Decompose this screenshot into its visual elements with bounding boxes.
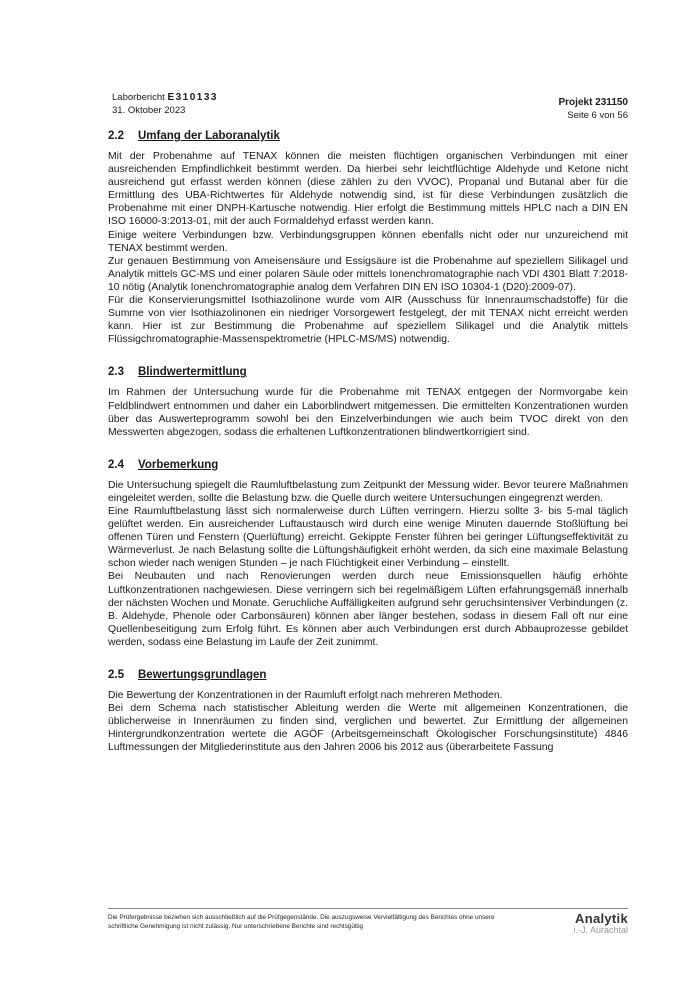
paragraph: Mit der Probenahme auf TENAX können die meisten flüchtigen organischen Verbindungen mit einer ausreichenden Empfindlichkeit bestimmt werden. Da hierbei sehr leichtflüchtige Aldehyde und Ketone nicht ausreichend gut erfasst werden können (diese zählen zu den VVOC), Propanal und Butanal aber für die Ermittlung des UBA-Richtwertes für Aldehyde notwendig sind, ist für diese Verbindungen zusätzlich die Probenahme mit einer DNPH-Kartusche notwendig. Hier erfolgt die Bestimmung mittels HPLC nach a DIN EN ISO 16000-3:2013-01, mit der auch Formaldehyd erfasst werden kann. [108,151,628,228]
paragraph: Einige weitere Verbindungen bzw. Verbindungsgruppen können ebenfalls nicht oder nur unzureichend mit TENAX bestimmt werden. [108,229,628,254]
report-header-right [559,96,629,122]
report-header-left [112,91,218,117]
paragraph: Im Rahmen der Untersuchung wurde für die Probenahme mit TENAX entgegen der Normvorgabe kein Feldblindwert entnommen und daher ein Laborblindwert mitgemessen. Die ermittelten Konzentrationen wurden über das Auswerteprogramm sowohl bei den Einzelverbindungen wie auch beim TVOC direkt von den Messwerten abgezogen, sodass die erhaltenen Luftkonzentrationen blindwertkorrigiert sind. [108,387,628,438]
company-logo [573,911,628,935]
section-2-3 [108,366,628,438]
section-2-4 [108,459,628,649]
section-number: 2.2 [108,130,124,142]
section-number: 2.4 [108,458,124,471]
section-heading [108,669,628,681]
paragraph: Bei Neubauten und nach Renovierungen werden durch neue Emissionsquellen häufig erhöhte Luftkonzentrationen nachgewiesen. Diese verringern sich bei regelmäßigem Lüften erfahrungsgemäß innerhalb der nächsten Wochen und Monate. Geruchliche Auffälligkeiten aufgrund sehr geruchsintensiver Verbindungen (z. B. Aldehyde, Phenole oder Carbonsäuren) können aber länger bestehen, sodass in diesem Fall oft nur eine Quellenbeseitigung zum Erfolg führt. Es können aber auch Verbindungen erst durch Abbauprozesse gebildet werden, sodass eine Belastung im Laufe der Zeit zunimmt. [108,571,628,648]
report-number: E310133 [167,92,218,103]
project-number: Projekt 231150 [558,97,628,108]
report-label: Laborbericht [112,92,165,103]
logo-subtext: i.-J. Aurachtal [573,925,628,935]
paragraph: Zur genauen Bestimmung von Ameisensäure und Essigsäure ist die Probenahme auf speziellem Silikagel und Analytik mittels GC-MS und einer polaren Säule oder mittels Ionenchromatographie nach VDI 4301 Blatt 7:2018-10 nötig (Analytik Ionenchromatographie analog dem Verfahren DIN EN ISO 10304-1 (D20):2009-07). [108,255,628,293]
footer-disclaimer: Die Prüfergebnisse beziehen sich ausschließlich auf die Prüfgegenstände. Die auszugsweise Vervielfältigung des Berichtes ohne unsere schriftliche Genehmigung ist nicht zulässig. Nur unterschriebene Berichte sind rechtsgültig [108,914,495,930]
paragraph: Eine Raumluftbelastung lässt sich normalerweise durch Lüften verringern. Hierzu sollte 3- bis 5-mal täglich gelüftet werden. Ein ausreichender Luftaustausch wird durch eine wenige Minuten dauernde Stoßlüftung bei offenen Türen und Fenstern (Querlüftung) erreicht. Gekippte Fenster führen bei geringer Lüftungseffektivität zu Wärmeverlust. Je nach Belastung sollte die Lüftungshäufigkeit erhöht werden, da sich eine maximale Belastung schon wieder nach wenigen Stunden – je nach Flüchtigkeit einer Verbindung – einstellt. [108,505,628,570]
section-heading [108,366,628,378]
page-info: Seite 6 von 56 [567,110,628,121]
section-heading [108,459,628,471]
section-2-5 [108,669,628,754]
section-title: Blindwertermittlung [138,366,247,379]
section-number: 2.5 [108,669,124,681]
section-heading [108,130,628,142]
logo-text: Analytik [575,911,628,926]
paragraph: Die Bewertung der Konzentrationen in der Raumluft erfolgt nach mehreren Methoden. [108,690,503,701]
section-title: Bewertungsgrundlagen [138,669,267,681]
paragraph: Die Untersuchung spiegelt die Raumluftbelastung zum Zeitpunkt der Messung wider. Bevor teurere Maßnahmen eingeleitet werden, sollte die Belastung bzw. die Quelle durch weitere Untersuchungen eingegrenzt werden. [108,479,628,504]
page-footer [108,908,628,935]
document-body [108,130,628,774]
paragraph: Für die Konservierungsmittel Isothiazolinone wurde vom AIR (Ausschuss für Innenraumschadstoffe) für die Summe von vier Isothiazolinonen ein niedriger Vorsorgewert festgelegt, der mit TENAX nicht erreicht werden kann. Hier ist zur Bestimmung die Probenahme auf speziellem Silikagel und die Analytik mittels Flüssigchromatographie-Massenspektrometrie (HPLC-MS/MS) notwendig. [108,295,628,346]
section-number: 2.3 [108,366,124,379]
report-date: 31. Oktober 2023 [112,105,186,116]
section-title: Umfang der Laboranalytik [138,130,280,142]
section-title: Vorbemerkung [138,458,219,471]
section-2-2 [108,130,628,346]
paragraph: Bei dem Schema nach statistischer Ableitung werden die Werte mit allgemeinen Konzentrationen, die üblicherweise in Innenräumen zu finden sind, verglichen und bewertet. Zur Ermittlung der allgemeinen Hintergrundkonzentration wertete die AGÖF (Arbeitsgemeinschaft Ökologischer Forschungsinstitute) 4846 Luftmessungen der Mitgliederinstitute aus den Jahren 2006 bis 2012 aus (überarbeitete Fassung [108,703,628,754]
